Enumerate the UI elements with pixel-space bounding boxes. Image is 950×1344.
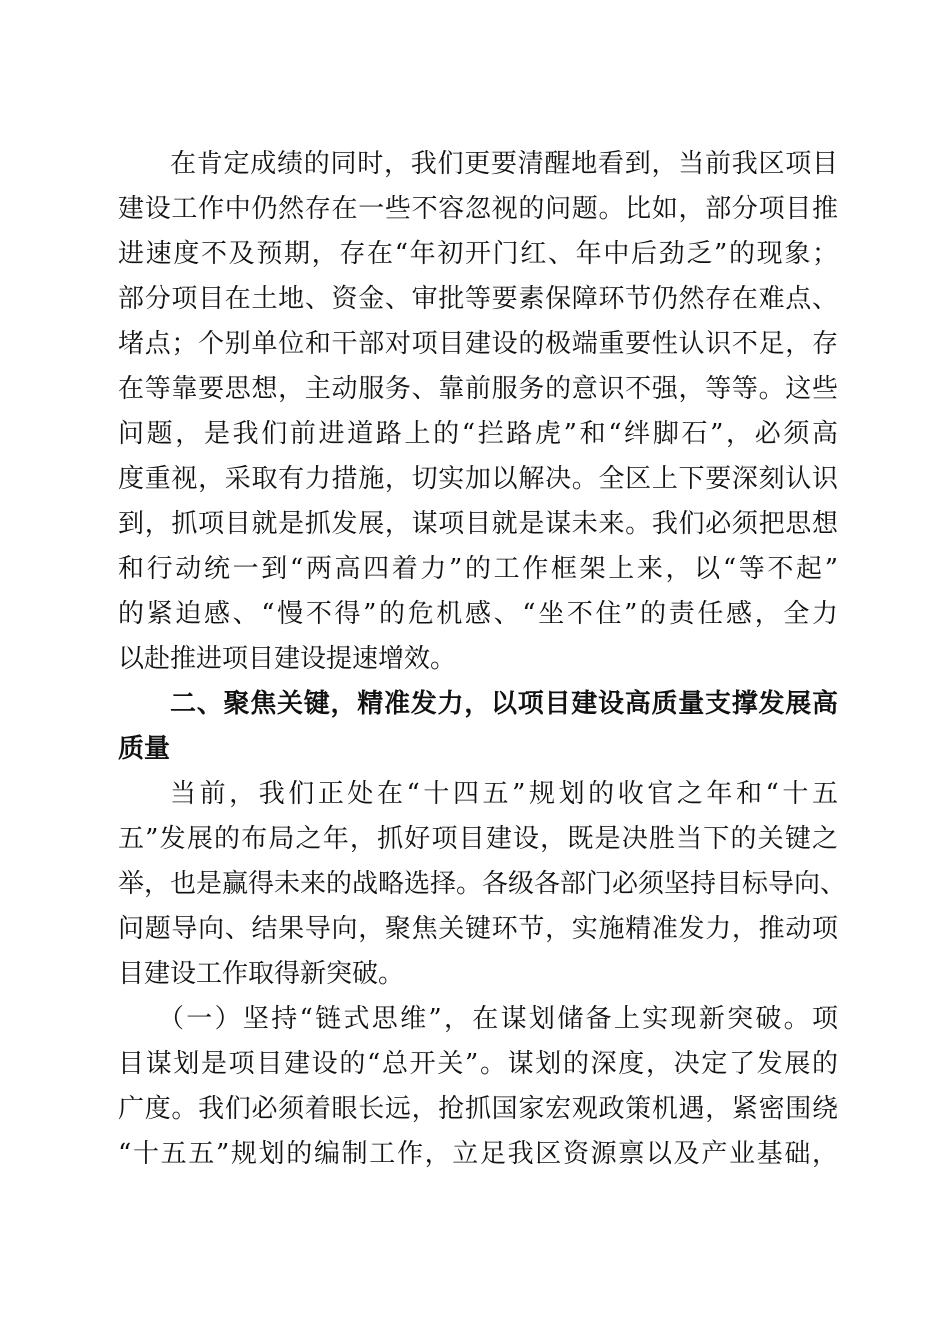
paragraph-2-line-2: 五”发展的布局之年，抓好项目建设，既是决胜当下的关键之	[118, 824, 838, 854]
paragraph-1-line-7: 问题，是我们前进道路上的“拦路虎”和“绊脚石”，必须高	[118, 419, 838, 449]
paragraph-2-line-4: 问题导向、结果导向，聚焦关键环节，实施精准发力，推动项	[118, 914, 838, 944]
paragraph-3-line-3: 广度。我们必须着眼长远，抢抓国家宏观政策机遇，紧密围绕	[118, 1094, 838, 1124]
paragraph-2-line-3: 举，也是赢得未来的战略选择。各级各部门必须坚持目标导向、	[118, 869, 847, 899]
paragraph-1-line-4: 部分项目在土地、资金、审批等要素保障环节仍然存在难点、	[118, 284, 838, 314]
paragraph-1-line-6: 在等靠要思想，主动服务、靠前服务的意识不强，等等。这些	[118, 374, 838, 404]
paragraph-1-line-3: 进速度不及预期，存在“年初开门红、年中后劲乏”的现象；	[118, 239, 838, 269]
section-heading-line-1: 二、聚焦关键，精准发力，以项目建设高质量支撑发展高	[170, 689, 838, 719]
paragraph-1-line-2: 建设工作中仍然存在一些不容忽视的问题。比如，部分项目推	[118, 194, 838, 224]
paragraph-1-line-11: 的紧迫感、“慢不得”的危机感、“坐不住”的责任感，全力	[118, 599, 838, 629]
paragraph-1-line-9: 到，抓项目就是抓发展，谋项目就是谋未来。我们必须把思想	[118, 509, 838, 539]
paragraph-2-line-1: 当前，我们正处在“十四五”规划的收官之年和“十五	[170, 779, 838, 809]
paragraph-1-line-5: 堵点；个别单位和干部对项目建设的极端重要性认识不足，存	[118, 329, 838, 359]
paragraph-1-line-1: 在肯定成绩的同时，我们更要清醒地看到，当前我区项目	[170, 149, 838, 179]
paragraph-3-line-2: 目谋划是项目建设的“总开关”。谋划的深度，决定了发展的	[118, 1049, 838, 1079]
paragraph-3-line-4: “十五五”规划的编制工作，立足我区资源禀以及产业基础，	[118, 1139, 838, 1169]
paragraph-1-line-12: 以赴推进项目建设提速增效。	[118, 644, 457, 674]
paragraph-3-line-1: （一）坚持“链式思维”，在谋划储备上实现新突破。项	[158, 1004, 838, 1034]
paragraph-2-line-5: 目建设工作取得新突破。	[118, 959, 405, 989]
paragraph-1-line-10: 和行动统一到“两高四着力”的工作框架上来，以“等不起”	[118, 554, 838, 584]
section-heading-line-2: 质量	[118, 734, 171, 764]
paragraph-1-line-8: 度重视，采取有力措施，切实加以解决。全区上下要深刻认识	[118, 464, 838, 494]
